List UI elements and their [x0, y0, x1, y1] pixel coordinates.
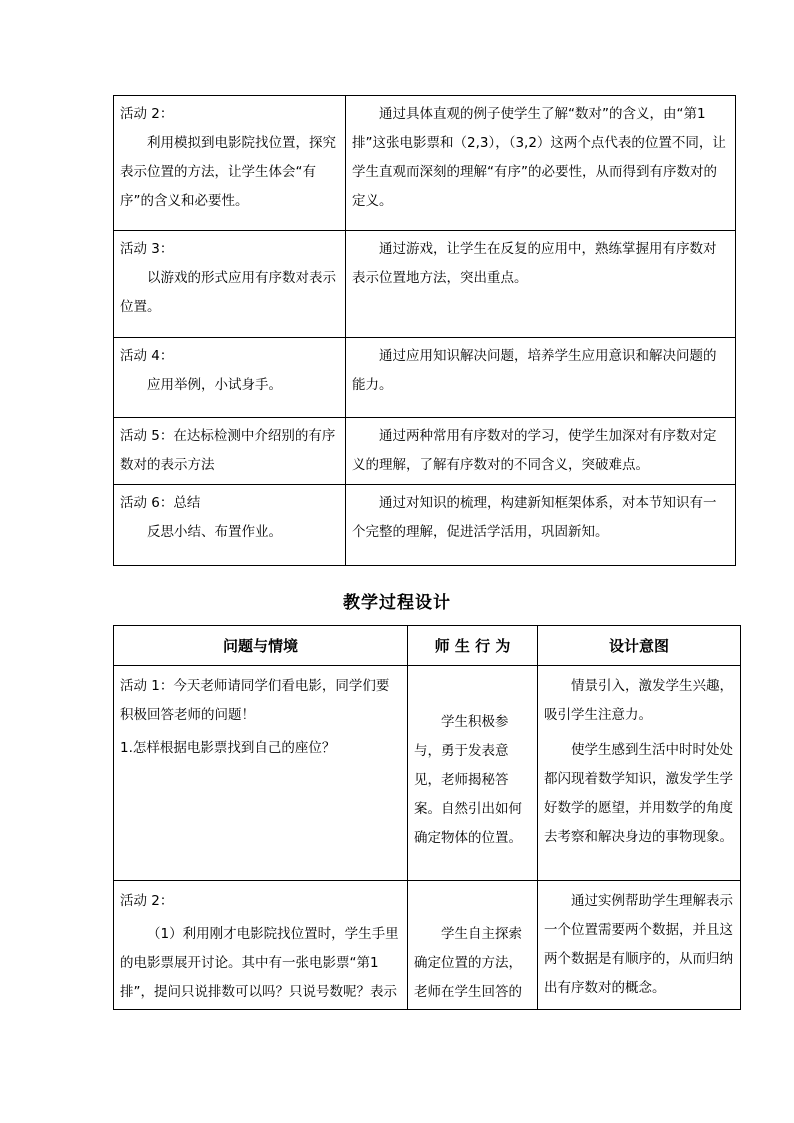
actions-text: 学生自主探索确定位置的方法，老师在学生回答的	[414, 926, 522, 1000]
activity-description: 以游戏的形式应用有序数对表示位置。	[120, 270, 336, 315]
activity-goals-table	[113, 95, 736, 566]
intent-text: 情景引入，激发学生兴趣，吸引学生注意力。	[544, 678, 733, 723]
purpose-text: 通过游戏，让学生在反复的应用中，熟练掌握用有序数对表示位置地方法，突出重点。	[352, 241, 717, 286]
intent-text: 通过实例帮助学生理解表示一个位置需要两个数据，并且这两个数据是有顺序的，从而归纳出有序数对的概念。	[544, 893, 733, 996]
activity-cell	[114, 418, 346, 485]
table-row	[114, 338, 736, 418]
activity-cell	[114, 338, 346, 418]
purpose-cell	[346, 418, 736, 485]
activity-label: 活动 2：	[120, 106, 174, 122]
table-row	[114, 96, 736, 231]
situation-cell	[114, 881, 408, 1010]
situation-text: （1）利用刚才电影院找位置时，学生手里的电影票展开讨论。其中有一张电影票“第1排”，提问只说排数可以吗？只说号数呢？表示	[120, 926, 399, 1000]
table-row	[114, 418, 736, 485]
purpose-cell	[346, 485, 736, 566]
actions-cell	[408, 881, 538, 1010]
purpose-cell	[346, 96, 736, 231]
header-question-situation: 问题与情境	[114, 626, 408, 666]
activity-description: 利用模拟到电影院找位置，探究表示位置的方法，让学生体会“有序”的含义和必要性。	[120, 135, 336, 209]
activity-label: 活动 2：	[120, 893, 174, 909]
section-title: 教学过程设计	[343, 593, 451, 613]
header-teacher-student-actions: 师 生 行 为	[408, 626, 538, 666]
purpose-cell	[346, 338, 736, 418]
table-row	[114, 666, 741, 881]
activity-description: 反思小结、布置作业。	[147, 524, 282, 540]
activity-label: 活动 4：	[120, 348, 174, 364]
purpose-text: 通过应用知识解决问题，培养学生应用意识和解决问题的能力。	[352, 348, 717, 393]
purpose-text: 通过两种常用有序数对的学习，使学生加深对有序数对定义的理解，了解有序数对的不同含义，突破难点。	[352, 428, 717, 473]
purpose-text: 通过对知识的梳理，构建新知框架体系，对本节知识有一个完整的理解，促进活学活用，巩固新知。	[352, 495, 717, 540]
purpose-cell	[346, 231, 736, 338]
activity-cell	[114, 485, 346, 566]
activity-label: 活动 3：	[120, 241, 174, 257]
teaching-process-table	[113, 625, 741, 1010]
intent-text: 使学生感到生活中时时处处都闪现着数学知识，激发学生学好数学的愿望，并用数学的角度去考察和解决身边的事物现象。	[544, 742, 733, 845]
table-header-row	[114, 626, 741, 666]
situation-cell	[114, 666, 408, 881]
activity-cell	[114, 96, 346, 231]
purpose-text: 通过具体直观的例子使学生了解“数对”的含义，由“第1排”这张电影票和（2,3），（3,2）这两个点代表的位置不同，让学生直观而深刻的理解“有序”的必要性，从而得到有序数对的定义。	[352, 106, 726, 209]
activity-label: 活动 5：在达标检测中介绍别的有序数对的表示方法	[120, 428, 336, 473]
actions-text: 学生积极参与，勇于发表意见，老师揭秘答案。自然引出如何确定物体的位置。	[414, 714, 522, 846]
header-design-intent: 设计意图	[538, 626, 741, 666]
actions-cell	[408, 666, 538, 881]
question-text: 1.怎样根据电影票找到自己的座位？	[120, 740, 336, 756]
table-row	[114, 231, 736, 338]
table-row	[114, 485, 736, 566]
activity-description: 应用举例，小试身手。	[147, 377, 282, 393]
intent-cell	[538, 666, 741, 881]
activity-cell	[114, 231, 346, 338]
situation-text: 活动 1：今天老师请同学们看电影，同学们要积极回答老师的问题！	[120, 678, 390, 723]
table-row	[114, 881, 741, 1010]
intent-cell	[538, 881, 741, 1010]
activity-label: 活动 6：总结	[120, 495, 201, 511]
